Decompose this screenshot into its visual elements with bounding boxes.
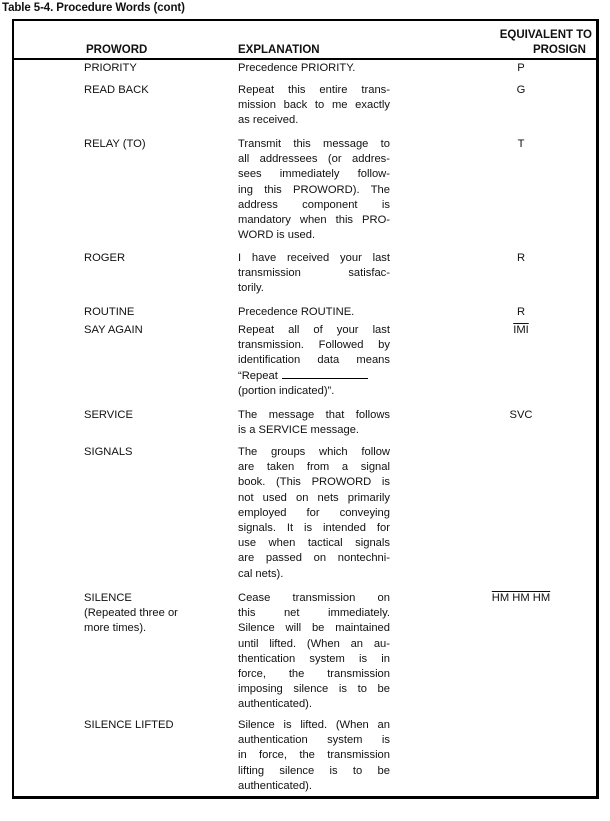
proword: PRIORITY	[84, 62, 137, 74]
explanation-line	[238, 198, 390, 213]
explanation-text: (portion indicated)”.	[238, 384, 335, 397]
explanation-line	[238, 384, 390, 399]
header-equivalent: EQUIVALENT TO	[499, 29, 592, 41]
explanation-cell	[238, 305, 390, 320]
explanation-text: Precedence PRIORITY.	[238, 62, 356, 74]
explanation-text: Repeat this entire trans-	[238, 84, 390, 96]
explanation-text: address component is	[238, 198, 390, 211]
proword: SILENCE	[84, 592, 132, 604]
explanation-line	[238, 369, 390, 384]
explanation-line	[238, 305, 390, 320]
prosign-cell	[446, 305, 596, 320]
explanation-line	[238, 764, 390, 779]
explanation-cell	[238, 83, 390, 129]
proword-cell	[84, 445, 214, 460]
explanation-text: Repeat all of your last	[238, 324, 390, 336]
explanation-text: ing this PROWORD). The	[238, 183, 390, 196]
explanation-text: Cease transmission on	[238, 592, 390, 604]
explanation-line	[238, 718, 390, 733]
explanation-line	[238, 228, 390, 243]
explanation-text: all addressees (or addres-	[238, 153, 390, 166]
explanation-cell	[238, 591, 390, 713]
proword: SILENCE LIFTED	[84, 719, 174, 731]
explanation-cell	[238, 323, 390, 399]
explanation-line	[238, 475, 390, 490]
explanation-text: in force, the transmission	[238, 749, 390, 762]
explanation-text: authenticated).	[238, 779, 313, 792]
proword-cell	[84, 718, 214, 733]
explanation-line	[238, 521, 390, 536]
proword-note-line: more times).	[84, 622, 147, 635]
explanation-text: transmission. Followed by	[238, 339, 390, 352]
prosign-cell	[446, 61, 596, 76]
explanation-text: mission back to me exactly	[238, 99, 390, 112]
explanation-line	[238, 445, 390, 460]
explanation-text: Precedence ROUTINE.	[238, 306, 355, 318]
explanation-text: I have received your last	[238, 252, 390, 264]
explanation-text: force, the transmission	[238, 668, 390, 681]
explanation-line	[238, 536, 390, 551]
explanation-line	[238, 652, 390, 667]
explanation-line	[238, 152, 390, 167]
prosign-cell	[446, 408, 596, 423]
explanation-line	[238, 567, 390, 582]
explanation-text: Silence will be maintained	[238, 622, 390, 635]
explanation-line	[238, 621, 390, 636]
explanation-line	[238, 506, 390, 521]
fill-in-blank	[282, 369, 368, 379]
explanation-line	[238, 266, 390, 281]
explanation-text: cal nets).	[238, 567, 284, 580]
explanation-text: The groups which follow	[238, 446, 390, 458]
explanation-cell	[238, 445, 390, 582]
explanation-text: book. (This PROWORD is	[238, 476, 390, 489]
explanation-text: are taken from a signal	[238, 461, 390, 474]
explanation-line	[238, 61, 390, 76]
explanation-text: use when tactical signals	[238, 537, 390, 550]
proword: READ BACK	[84, 84, 149, 96]
explanation-line	[238, 779, 390, 794]
explanation-text: thentication system is in	[238, 652, 390, 665]
explanation-cell	[238, 718, 390, 794]
explanation-line	[238, 338, 390, 353]
explanation-text: Silence is lifted. (When an	[238, 719, 390, 731]
prosign: R	[516, 252, 526, 264]
explanation-text: torily.	[238, 282, 264, 295]
explanation-line	[238, 251, 390, 266]
header-divider	[14, 58, 596, 60]
prosign-cell	[446, 251, 596, 266]
explanation-text: are passed on nontechni-	[238, 552, 390, 565]
explanation-text: as received.	[238, 114, 299, 127]
header-explanation: EXPLANATION	[238, 44, 320, 56]
prosign-cell	[446, 323, 596, 338]
proword-cell	[84, 323, 214, 338]
explanation-cell	[238, 251, 390, 297]
proword-cell	[84, 61, 214, 76]
explanation-line	[238, 323, 390, 338]
explanation-text: lifting silence is to be	[238, 764, 390, 777]
prosign: R	[516, 306, 526, 318]
explanation-line	[238, 733, 390, 748]
proword-cell	[84, 305, 214, 320]
explanation-text: identification data means	[238, 354, 390, 367]
prosign-cell	[446, 83, 596, 98]
proword: ROGER	[84, 252, 126, 264]
explanation-line	[238, 423, 390, 438]
header-proword: PROWORD	[86, 44, 148, 56]
proword: ROUTINE	[84, 306, 135, 318]
explanation-line	[238, 408, 390, 423]
proword: SAY AGAIN	[84, 324, 143, 336]
explanation-text: authenticated).	[238, 698, 313, 711]
explanation-text: WORD is used.	[238, 229, 316, 242]
explanation-text: not used on nets primarily	[238, 491, 390, 504]
explanation-line	[238, 697, 390, 712]
procedure-words-table	[12, 19, 599, 799]
explanation-text: signals. It is intended for	[238, 522, 390, 535]
explanation-text: sees immediately follow-	[238, 168, 390, 181]
explanation-text: Transmit this message to	[238, 138, 390, 150]
explanation-line	[238, 83, 390, 98]
explanation-line	[238, 748, 390, 763]
explanation-line	[238, 637, 390, 652]
explanation-line	[238, 167, 390, 182]
proword-cell	[84, 83, 214, 98]
explanation-text: transmission satisfac-	[238, 267, 390, 280]
prosign-cell	[446, 137, 596, 152]
explanation-text: this net immediately.	[238, 607, 390, 620]
explanation-text: authentication system is	[238, 734, 390, 747]
explanation-line	[238, 137, 390, 152]
prosign-cell	[446, 591, 596, 606]
proword: SIGNALS	[84, 446, 133, 458]
prosign: SVC	[509, 409, 533, 421]
explanation-line	[238, 460, 390, 475]
explanation-text: employed for conveying	[238, 506, 390, 519]
explanation-line	[238, 667, 390, 682]
prosign: P	[517, 62, 525, 74]
explanation-text: mandatory when this PRO-	[238, 214, 390, 227]
prosign: T	[517, 138, 525, 150]
proword-cell	[84, 137, 214, 152]
explanation-line	[238, 213, 390, 228]
explanation-text: “Repeat	[238, 369, 278, 382]
explanation-text: imposing silence is to be	[238, 683, 390, 696]
proword-note-line: (Repeated three or	[84, 607, 178, 620]
proword-cell	[84, 591, 214, 637]
explanation-line	[238, 353, 390, 368]
explanation-text: The message that follows	[238, 409, 390, 421]
proword-cell	[84, 408, 214, 423]
explanation-cell	[238, 408, 390, 438]
explanation-line	[238, 591, 390, 606]
prosign: G	[516, 84, 526, 96]
explanation-line	[238, 113, 390, 128]
explanation-text: until lifted. (When an au-	[238, 637, 390, 650]
proword: RELAY (TO)	[84, 138, 146, 150]
explanation-line	[238, 98, 390, 113]
prosign: $\overline{IMI}$	[513, 324, 529, 336]
explanation-line	[238, 606, 390, 621]
explanation-line	[238, 281, 390, 296]
prosign: HM HM HM	[491, 592, 551, 604]
explanation-line	[238, 551, 390, 566]
explanation-cell	[238, 137, 390, 243]
explanation-text: is a SERVICE message.	[238, 424, 360, 437]
proword: SERVICE	[84, 409, 133, 421]
table-caption: Table 5-4. Procedure Words (cont)	[2, 2, 185, 14]
explanation-line	[238, 491, 390, 506]
proword-cell	[84, 251, 214, 266]
explanation-line	[238, 183, 390, 198]
header-prosign: PROSIGN	[532, 44, 586, 56]
explanation-line	[238, 682, 390, 697]
explanation-cell	[238, 61, 390, 76]
